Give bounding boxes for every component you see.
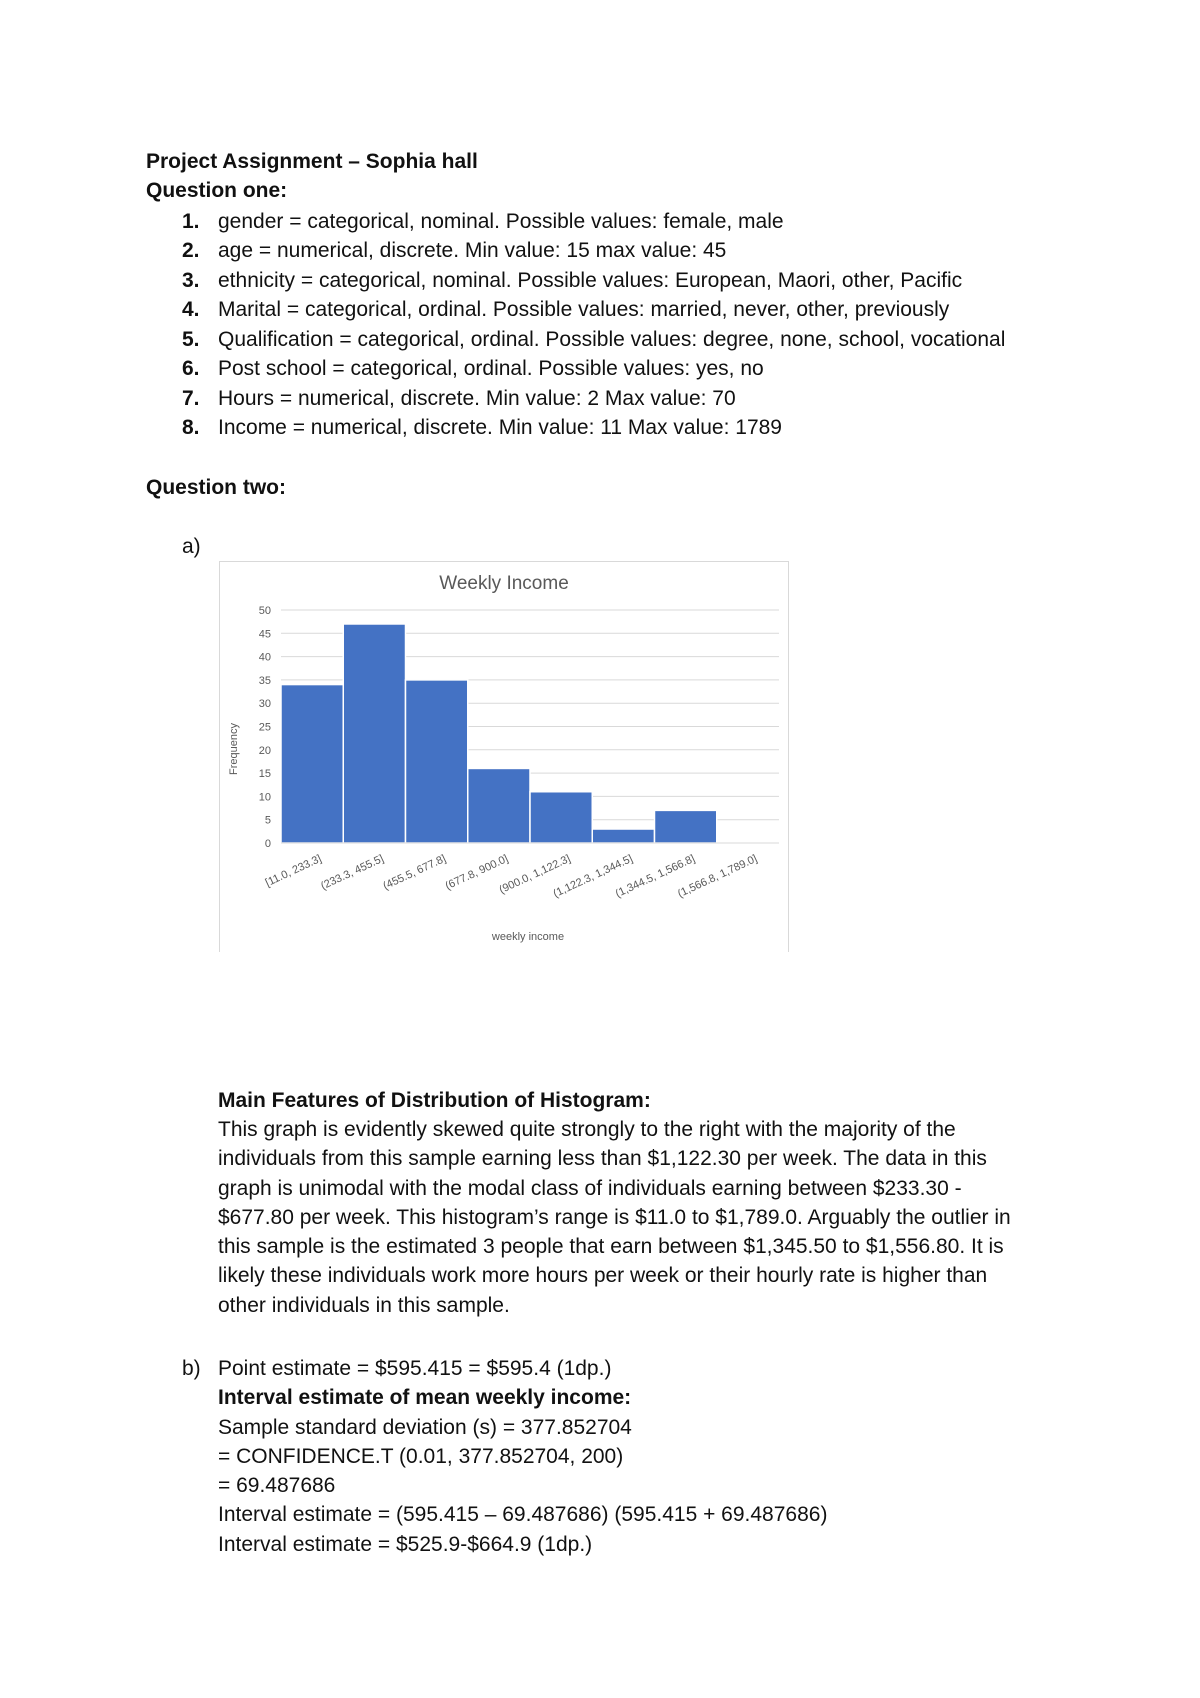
histogram-bar — [343, 624, 405, 843]
part-b-label: b) — [182, 1357, 201, 1380]
chart-title: Weekly Income — [439, 573, 569, 594]
list-number: 7. — [182, 387, 200, 410]
y-tick-label: 30 — [258, 698, 271, 711]
paragraph-line: This graph is evidently skewed quite strongly to the right with the majority of the — [218, 1118, 956, 1141]
list-number: 3. — [182, 269, 200, 292]
list-item-text: Qualification = categorical, ordinal. Possible values: degree, none, school, vocational — [218, 328, 1006, 351]
histogram-bar — [281, 685, 343, 843]
list-item-text: gender = categorical, nominal. Possible values: female, male — [218, 210, 784, 233]
x-tick-label: (455.5, 677.8] — [381, 852, 448, 893]
interval-formula-line: Interval estimate = (595.415 – 69.487686) (595.415 + 69.487686) — [218, 1503, 828, 1527]
y-tick-label: 15 — [258, 768, 271, 781]
x-tick-label: (677.8, 900.0] — [443, 852, 511, 893]
question-two-heading: Question two: — [146, 476, 286, 499]
interval-heading: Interval estimate of mean weekly income: — [218, 1386, 632, 1410]
std-dev-line: Sample standard deviation (s) = 377.852704 — [218, 1415, 632, 1439]
paragraph-line: other individuals in this sample. — [218, 1293, 510, 1317]
part-a-label: a) — [182, 535, 201, 558]
list-item-text: Income = numerical, discrete. Min value: 11 Max value: 1789 — [218, 416, 782, 439]
point-estimate-line: Point estimate = $595.415 = $595.4 (1dp.) — [218, 1357, 612, 1380]
list-number: 5. — [182, 328, 200, 351]
y-tick-label: 35 — [258, 674, 271, 687]
y-tick-label: 50 — [258, 605, 271, 617]
y-tick-label: 0 — [264, 838, 271, 850]
histogram-bar — [530, 792, 592, 843]
histogram-chart — [219, 561, 789, 952]
features-paragraph — [218, 1115, 1078, 1320]
paragraph-line: $677.80 per week. This histogram’s range is $11.0 to $1,789.0. Arguably the outlier in — [218, 1205, 1011, 1229]
y-tick-label: 40 — [258, 651, 271, 664]
x-axis-label: weekly income — [491, 931, 565, 943]
paragraph-line: graph is unimodal with the modal class of individuals earning between $233.30 - — [218, 1176, 962, 1200]
list-item-text: Post school = categorical, ordinal. Possible values: yes, no — [218, 357, 764, 380]
list-item-text: age = numerical, discrete. Min value: 15 max value: 45 — [218, 239, 727, 262]
x-tick-label: (900.0, 1,122.3] — [497, 852, 573, 897]
y-axis-ticks — [259, 605, 271, 850]
x-tick-label: (1,344.5, 1,566.8] — [613, 852, 697, 901]
histogram-bar — [592, 829, 654, 843]
y-tick-label: 20 — [258, 744, 271, 757]
paragraph-line: this sample is the estimated 3 people that earn between $1,345.50 to $1,556.80. It is — [218, 1235, 1004, 1259]
histogram-bar — [655, 810, 717, 843]
features-heading: Main Features of Distribution of Histogram: — [218, 1089, 651, 1112]
document-title: Project Assignment – Sophia hall — [146, 150, 478, 173]
histogram-bar — [468, 768, 530, 843]
x-axis-ticks — [264, 853, 760, 900]
y-tick-label: 25 — [258, 721, 271, 734]
part-b-content — [218, 1354, 1078, 1559]
x-tick-label: [11.0, 233.3] — [263, 852, 324, 890]
list-number: 4. — [182, 298, 200, 321]
x-tick-label: (1,566.8, 1,789.0] — [675, 852, 760, 901]
y-tick-label: 5 — [264, 814, 271, 827]
confidence-formula-line: = CONFIDENCE.T (0.01, 377.852704, 200) — [218, 1444, 624, 1468]
x-tick-label: (233.3, 455.5] — [319, 852, 386, 893]
question-one-heading: Question one: — [146, 179, 288, 202]
histogram-svg — [220, 562, 788, 952]
y-axis-label: Frequency — [228, 723, 240, 775]
list-item-text: Marital = categorical, ordinal. Possible values: married, never, other, previously — [218, 298, 950, 321]
x-tick-label: (1,122.3, 1,344.5] — [551, 852, 635, 901]
list-item-text: Hours = numerical, discrete. Min value: 2 Max value: 70 — [218, 387, 736, 410]
paragraph-line: likely these individuals work more hours per week or their hourly rate is higher than — [218, 1264, 988, 1288]
list-number: 6. — [182, 357, 200, 380]
list-item-text: ethnicity = categorical, nominal. Possible values: European, Maori, other, Pacific — [218, 269, 963, 292]
list-number: 1. — [182, 210, 200, 233]
list-number: 2. — [182, 239, 200, 262]
interval-result-line: Interval estimate = $525.9-$664.9 (1dp.) — [218, 1532, 593, 1556]
histogram-bar — [406, 680, 468, 843]
list-number: 8. — [182, 416, 200, 439]
margin-value-line: = 69.487686 — [218, 1474, 336, 1498]
y-tick-label: 10 — [258, 791, 271, 804]
paragraph-line: individuals from this sample earning less than $1,122.30 per week. The data in this — [218, 1147, 987, 1171]
y-tick-label: 45 — [258, 628, 271, 641]
